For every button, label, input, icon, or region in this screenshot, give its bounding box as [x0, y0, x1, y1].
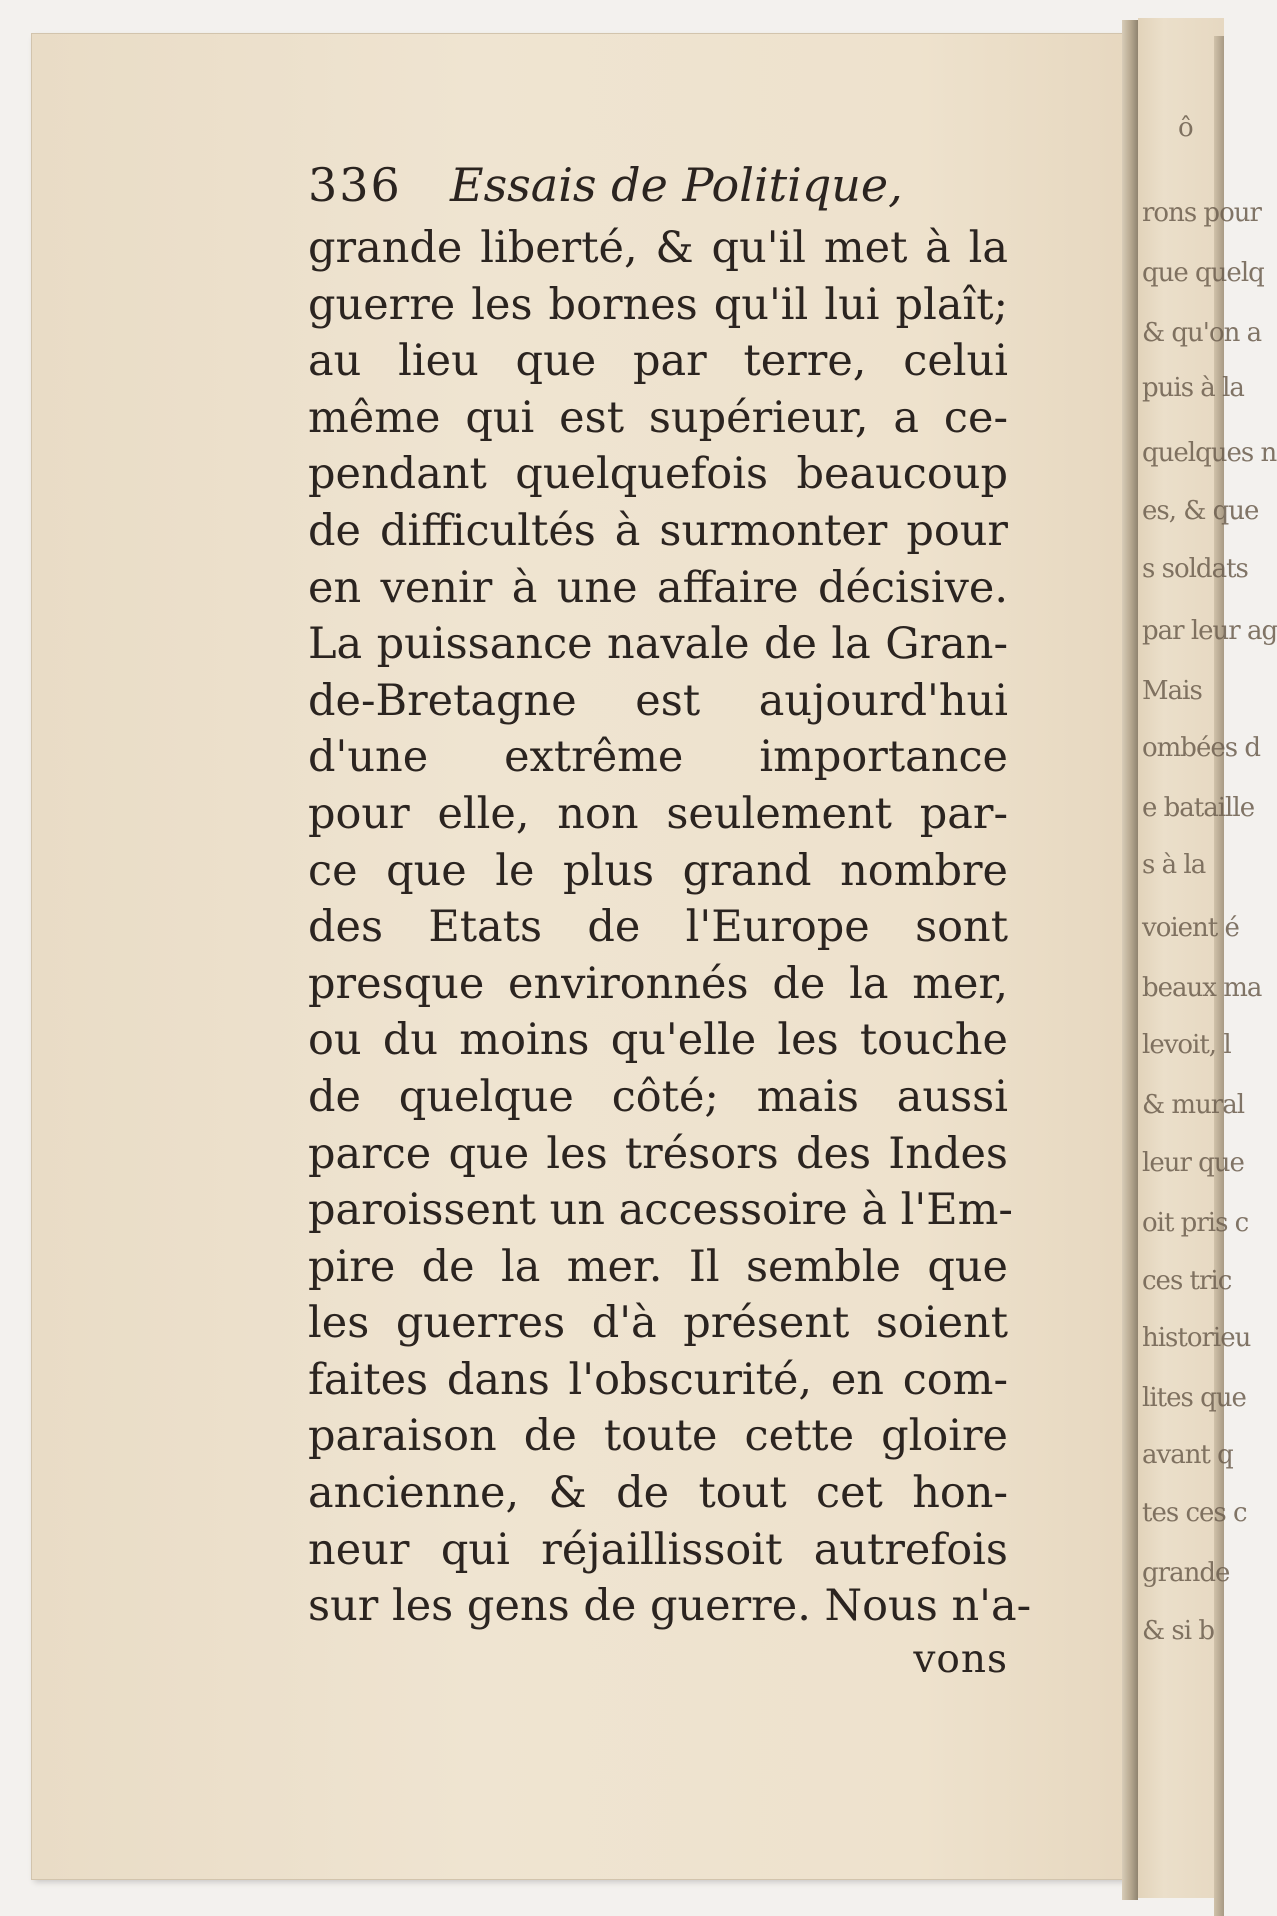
text-line: au lieu que par terre, celui: [308, 336, 1008, 387]
facing-text-fragment: & si b: [1142, 1616, 1214, 1646]
text-line: guerre les bornes qu'il lui plaît;: [308, 279, 1008, 330]
text-line: parce que les trésors des Indes: [308, 1128, 1008, 1179]
text-line: La puissance navale de la Gran-: [308, 619, 1008, 670]
facing-text-fragment: avant q: [1142, 1440, 1233, 1470]
text-line: ancienne, & de tout cet hon-: [308, 1468, 1008, 1519]
page-number: 336: [308, 158, 402, 212]
facing-text-fragment: Mais: [1142, 676, 1202, 706]
facing-text-fragment: historieu: [1142, 1323, 1251, 1353]
running-title: Essais de Politique,: [450, 158, 903, 212]
text-line: paraison de toute cette gloire: [308, 1411, 1008, 1462]
facing-text-fragment: ô: [1178, 113, 1193, 143]
facing-text-fragment: leur que: [1142, 1148, 1244, 1178]
text-line: paroissent un accessoire à l'Em-: [308, 1185, 1013, 1236]
text-line: ce que le plus grand nombre: [308, 845, 1008, 896]
text-line: pendant quelquefois beaucoup: [308, 449, 1008, 500]
facing-text-fragment: beaux ma: [1142, 973, 1262, 1003]
facing-text-fragment: s soldats: [1142, 554, 1248, 584]
text-line: même qui est supérieur, a ce-: [308, 392, 1008, 443]
facing-text-fragment: ombées d: [1142, 733, 1260, 763]
text-line: grande liberté, & qu'il met à la: [308, 223, 1008, 273]
facing-text-fragment: & mural: [1142, 1090, 1245, 1120]
text-line: faites dans l'obscurité, en com-: [308, 1354, 1008, 1405]
text-line: de difficultés à surmonter pour: [308, 505, 1008, 556]
text-line: presque environnés de la mer,: [308, 958, 1008, 1009]
facing-text-fragment: ces tric: [1142, 1266, 1232, 1296]
text-line: ou du moins qu'elle les touche: [308, 1015, 1008, 1066]
facing-text-fragment: que quelq: [1142, 258, 1264, 288]
catchword: vons: [913, 1637, 1008, 1682]
facing-text-fragment: lites que: [1142, 1383, 1246, 1413]
text-line: pour elle, non seulement par-: [308, 788, 1008, 839]
facing-text-fragment: voient é: [1142, 913, 1239, 943]
facing-text-fragment: par leur ag: [1142, 616, 1277, 646]
text-line: sur les gens de guerre. Nous n'a-: [308, 1581, 1032, 1632]
page-header: [308, 150, 1008, 220]
text-line: d'une extrême importance: [308, 732, 1008, 783]
body-text: [308, 220, 1032, 1635]
facing-text-fragment: & qu'on a: [1142, 318, 1262, 348]
text-line: de-Bretagne est aujourd'hui: [308, 675, 1008, 726]
text-line: en venir à une affaire décisive.: [308, 562, 1008, 613]
book-gutter: [1122, 20, 1138, 1900]
facing-text-fragment: oit pris c: [1142, 1208, 1249, 1238]
text-line: neur qui réjaillissoit autrefois: [308, 1524, 1008, 1575]
facing-text-fragment: levoit, l: [1142, 1030, 1231, 1060]
facing-text-fragment: quelques n: [1142, 438, 1277, 468]
facing-text-fragment: rons pour: [1142, 198, 1261, 228]
facing-text-fragment: puis à la: [1142, 373, 1244, 403]
text-line: les guerres d'à présent soient: [308, 1298, 1008, 1349]
text-line: des Etats de l'Europe sont: [308, 902, 1008, 953]
facing-text-fragment: grande: [1142, 1558, 1230, 1588]
text-line: pire de la mer. Il semble que: [308, 1241, 1008, 1292]
facing-page: [1138, 18, 1277, 1898]
facing-text-fragment: tes ces c: [1142, 1498, 1247, 1528]
facing-text-fragment: s à la: [1142, 850, 1206, 880]
text-line: de quelque côté; mais aussi: [308, 1071, 1008, 1122]
page-text: [308, 150, 1032, 1682]
facing-text-fragment: e bataille: [1142, 793, 1255, 823]
facing-text-fragment: es, & que: [1142, 496, 1259, 526]
